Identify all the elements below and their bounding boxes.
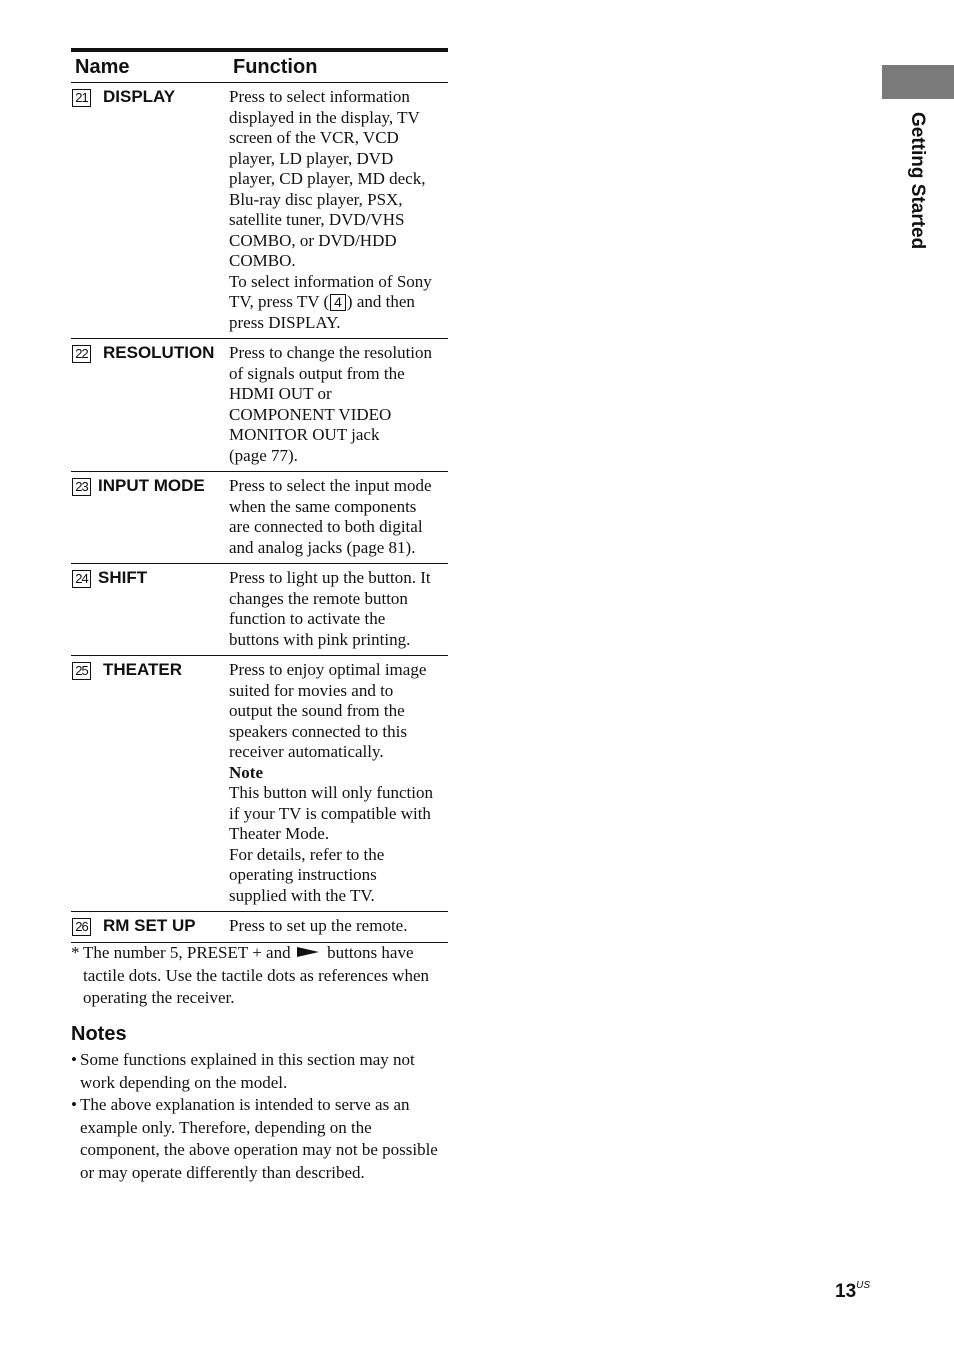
bullet-icon: • — [71, 1095, 77, 1114]
bullet-icon: • — [71, 1050, 77, 1069]
note-item-text: The above explanation is intended to serve as an example only. Therefore, depending on the component, the above operation may not be possible or may operate differently than described. — [80, 1095, 438, 1182]
button-number-badge: 4 — [330, 294, 346, 311]
play-triangle-icon — [297, 947, 319, 957]
footnote — [71, 942, 451, 1010]
item-name: INPUT MODE — [98, 476, 205, 495]
item-name: SHIFT — [98, 568, 148, 587]
function-text: Press to select information displayed in the display, TV screen of the VCR, VCD player, LD player, DVD player, CD player, MD deck, Blu-ray disc player, PSX, satellite tuner, DVD/VHS COMBO, or DVD/HDD COMBO. To select information of Sony TV, press TV ( — [229, 87, 432, 311]
table-row — [71, 564, 448, 656]
table-row — [71, 83, 448, 339]
footnote-text: buttons have tactile dots. Use the tactile dots as references when operating the receiver. — [83, 943, 430, 1007]
table-row — [71, 472, 448, 564]
item-function — [229, 87, 448, 333]
page-number — [835, 1280, 870, 1303]
header-name: Name — [75, 55, 130, 78]
item-number-badge: 25 — [72, 662, 91, 680]
section-label: Getting Started — [907, 112, 928, 250]
footnote-marker: * — [71, 943, 80, 962]
note-text: This button will only function if your TV is compatible with Theater Mode. For details, refer to the operating instructions supplied with the TV. — [229, 783, 433, 905]
notes-list — [71, 1049, 451, 1184]
list-item — [71, 1049, 451, 1094]
table-row — [71, 656, 448, 912]
item-name: RESOLUTION — [103, 343, 215, 362]
item-number-badge: 22 — [72, 345, 91, 363]
item-function: Press to select the input mode when the same components are connected to both digital and analog jacks (page 81). — [229, 476, 432, 557]
function-text: Press to enjoy optimal image suited for movies and to output the sound from the speakers connected to this receiver automatically. — [229, 660, 427, 761]
notes-heading: Notes — [71, 1023, 127, 1045]
item-function — [229, 660, 448, 906]
note-item-text: Some functions explained in this section may not work depending on the model. — [80, 1050, 415, 1092]
table-header — [71, 52, 448, 83]
item-function: Press to change the resolution of signals output from the HDMI OUT or COMPONENT VIDEO MONITOR OUT jack (page 77). — [229, 343, 433, 465]
item-function: Press to set up the remote. — [229, 916, 408, 935]
table-row — [71, 912, 448, 943]
item-name: THEATER — [103, 660, 183, 679]
note-heading: Note — [229, 762, 263, 782]
table-row — [71, 339, 448, 472]
section-tab-marker — [882, 65, 954, 99]
item-function: Press to light up the button. It changes the remote button function to activate the buttons with pink printing. — [229, 568, 431, 649]
item-number-badge: 23 — [72, 478, 91, 496]
item-number-badge: 24 — [72, 570, 91, 588]
item-number-badge: 26 — [72, 918, 91, 936]
header-function: Function — [233, 55, 318, 78]
page-number-value: 13 — [835, 1281, 857, 1302]
list-item — [71, 1094, 451, 1184]
footnote-text: The number 5, PRESET + and — [83, 943, 291, 962]
page-number-suffix: US — [856, 1280, 871, 1291]
item-name: DISPLAY — [103, 87, 176, 106]
item-name: RM SET UP — [103, 916, 196, 935]
function-text: ) and then press DISPLAY. — [229, 292, 415, 332]
function-table — [71, 48, 448, 943]
item-number-badge: 21 — [72, 89, 91, 107]
